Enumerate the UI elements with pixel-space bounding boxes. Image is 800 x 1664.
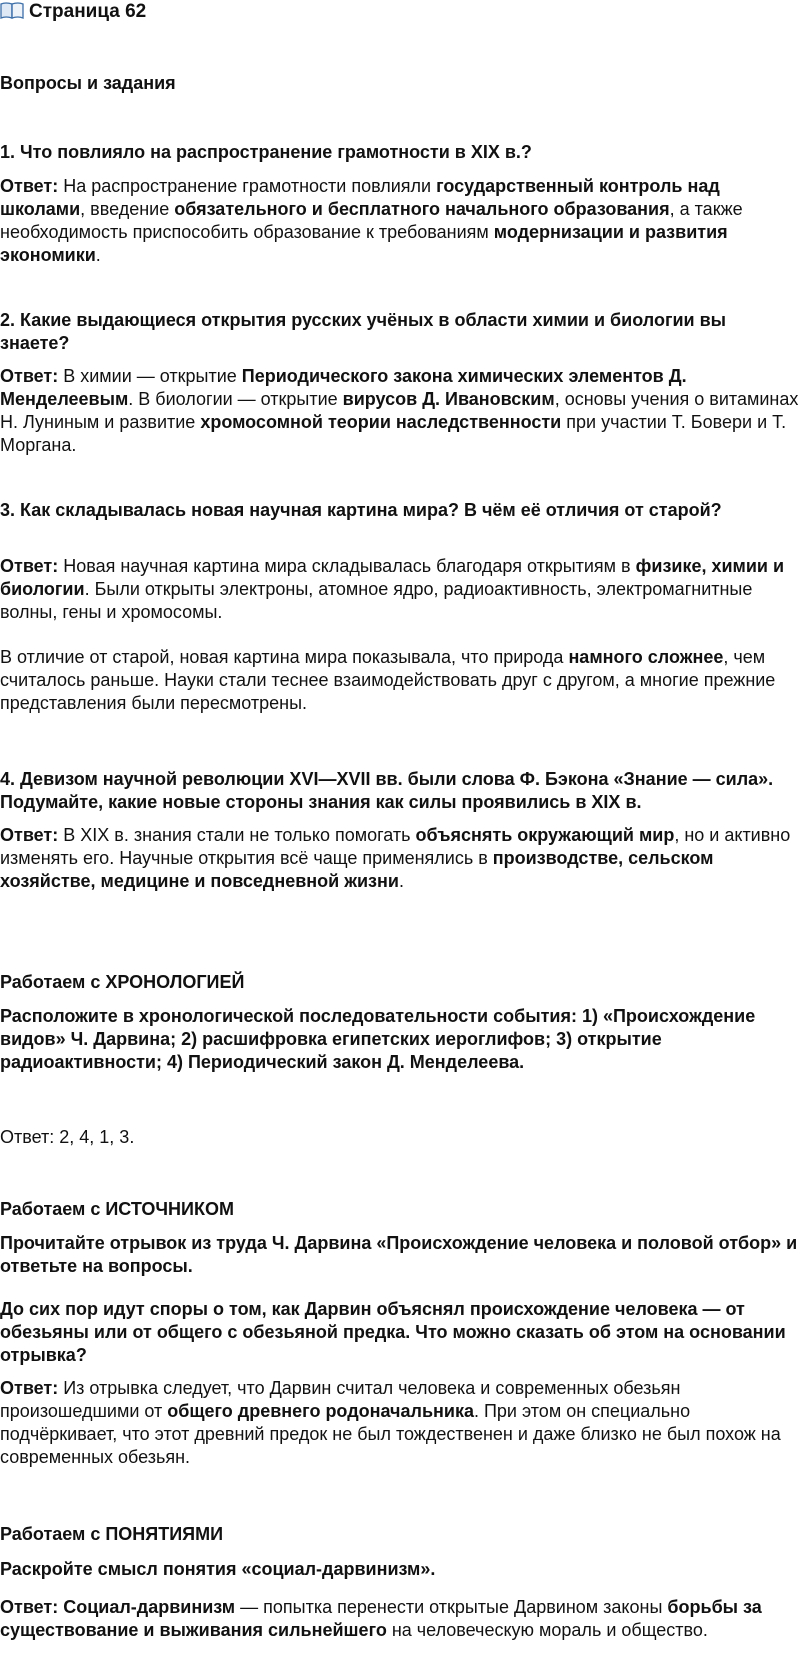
- source-question: До сих пор идут споры о том, как Дарвин объяснял происхождение человека — от обезьяны или от общего с обезьяной предка. Что можно сказать об этом на основании отрывка?: [0, 1299, 786, 1365]
- question-4: 4. Девизом научной революции XVI—XVII вв. были слова Ф. Бэкона «Знание — сила». Подумайте, какие новые стороны знания как силы проявились в XIX в.: [0, 769, 774, 812]
- answer-bold: обязательного и бесплатного начального образования: [174, 199, 670, 219]
- answer-text: , а также необходимость приспособить образование к требованиям: [0, 199, 743, 242]
- answer-text: В XIX в. знания стали не только помогать: [58, 825, 416, 845]
- answer-4: [0, 824, 800, 893]
- open-book-icon: [0, 1, 24, 19]
- answer-label: Ответ:: [0, 366, 59, 386]
- question-3: 3. Как складывалась новая научная картина мира? В чём её отличия от старой?: [0, 500, 722, 520]
- heading-concepts: Работаем с ПОНЯТИЯМИ: [0, 1524, 224, 1544]
- question-2: 2. Какие выдающиеся открытия русских учёных в области химии и биологии вы знаете?: [0, 310, 727, 353]
- answer-text: Из отрывка следует, что Дарвин считал человека и современных обезьян произошедшими от: [0, 1378, 681, 1421]
- answer-bold: вирусов Д. Ивановским: [342, 389, 555, 409]
- answer-3: [0, 555, 800, 624]
- answer-text: , но и активно изменять его. Научные открытия всё чаще применялись в: [0, 825, 791, 868]
- answer-bold: модернизации и развития экономики: [0, 222, 728, 265]
- chronology-task: Расположите в хронологической последовательности события: 1) «Происхождение видов» Ч. Дарвина; 2) расшифровка египетских иероглифов; 3) открытие радиоактивности; 4) Периодический закон Д. Менделеева.: [0, 1006, 756, 1072]
- answer-text: . В биологии — открытие: [128, 389, 343, 409]
- answer-2: [0, 365, 800, 457]
- source-answer: [0, 1377, 800, 1469]
- answer-text: — попытка перенести открытые Дарвином законы: [235, 1597, 668, 1617]
- source-task: Прочитайте отрывок из труда Ч. Дарвина «Происхождение человека и половой отбор» и ответьте на вопросы.: [0, 1233, 798, 1276]
- section-heading-questions: Вопросы и задания: [0, 73, 176, 93]
- page-title-text: Страница 62: [29, 1, 147, 22]
- answer-1: [0, 175, 800, 267]
- answer-bold: государственный контроль над школами: [0, 176, 720, 219]
- concepts-task: Раскройте смысл понятия «социал-дарвинизм».: [0, 1559, 436, 1579]
- answer-text: .: [398, 871, 404, 891]
- answer-text: , чем считалось раньше. Науки стали теснее взаимодействовать друг с другом, а многие прежние представления были пересмотрены.: [0, 647, 776, 713]
- answer-bold: Периодического закона химических элементов Д. Менделеевым: [0, 366, 687, 409]
- answer-text: .: [95, 245, 101, 265]
- answer-bold: борьбы за существование и выживания сильнейшего: [0, 1597, 762, 1640]
- concepts-answer: [0, 1596, 800, 1642]
- answer-label: Ответ:: [0, 556, 59, 576]
- answer-text: , основы учения о витаминах Н. Луниным и развитие: [0, 389, 799, 432]
- heading-source: Работаем с ИСТОЧНИКОМ: [0, 1199, 234, 1219]
- answer-bold: хромосомной теории наследственности: [200, 412, 562, 432]
- answer-text: . При этом он специально подчёркивает, что этот древний предок не был тождественен и даже близко не был похож на современных обезьян.: [0, 1401, 781, 1467]
- question-1: 1. Что повлияло на распространение грамотности в XIX в.?: [0, 142, 532, 162]
- answer-label: Ответ:: [0, 1378, 59, 1398]
- answer-text: В химии — открытие: [58, 366, 242, 386]
- answer-text: при участии Т. Бовери и Т. Моргана.: [0, 412, 787, 455]
- answer-bold: Социал-дарвинизм: [58, 1597, 236, 1617]
- answer-text: Новая научная картина мира складывалась благодаря открытиям в: [58, 556, 636, 576]
- heading-chronology: Работаем с ХРОНОЛОГИЕЙ: [0, 972, 245, 992]
- answer-text: . Были открыты электроны, атомное ядро, радиоактивность, электромагнитные волны, гены и хромосомы.: [0, 579, 753, 622]
- answer-label: Ответ:: [0, 1597, 59, 1617]
- answer-bold: производстве, сельском хозяйстве, медицине и повседневной жизни: [0, 848, 714, 891]
- answer-text: На распространение грамотности повлияли: [58, 176, 437, 196]
- answer-3-paragraph-2: [0, 646, 800, 715]
- answer-text: В отличие от старой, новая картина мира показывала, что природа: [0, 647, 569, 667]
- page-title: [0, 0, 800, 24]
- answer-text: , введение: [80, 199, 175, 219]
- answer-text: на человеческую мораль и общество.: [386, 1620, 708, 1640]
- answer-bold: намного сложнее: [568, 647, 724, 667]
- answer-bold: общего древнего родоначальника: [167, 1401, 474, 1421]
- answer-label: Ответ:: [0, 176, 59, 196]
- answer-label: Ответ:: [0, 825, 59, 845]
- answer-bold: объяснять окружающий мир: [415, 825, 675, 845]
- chronology-answer: Ответ: 2, 4, 1, 3.: [0, 1127, 135, 1147]
- answer-bold: физике, химии и биологии: [0, 556, 785, 599]
